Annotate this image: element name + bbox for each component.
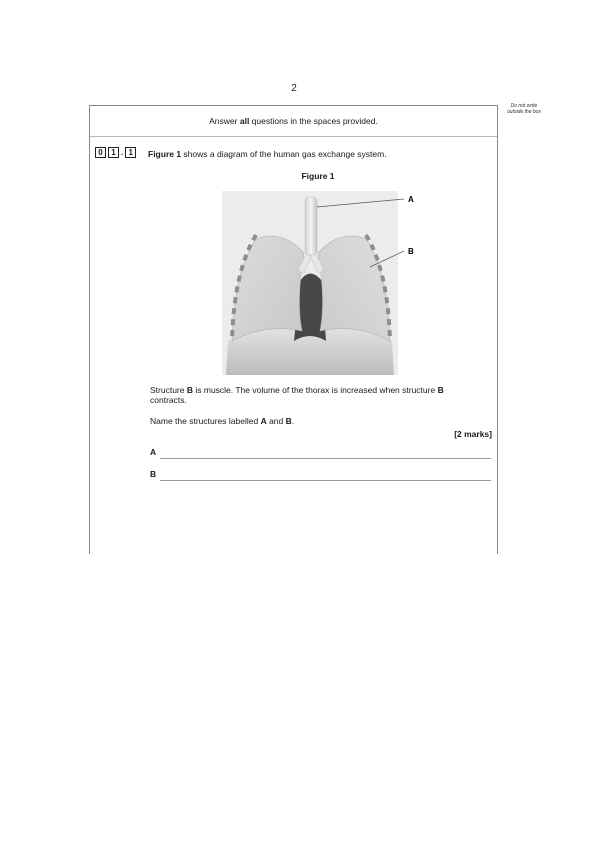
figure-title: Figure 1	[301, 171, 335, 181]
answer-line-b[interactable]	[160, 480, 491, 481]
question-context: Structure B is muscle. The volume of the thorax is increased when structure B contracts.	[150, 385, 444, 405]
question-part-box: 1	[125, 147, 136, 158]
question-number-separator: .	[121, 148, 124, 157]
answer-line-a[interactable]	[160, 458, 491, 459]
question-number-box: 1	[108, 147, 119, 158]
label-b: B	[408, 247, 414, 256]
page-number: 2	[291, 83, 297, 94]
question-number	[95, 147, 138, 158]
answer-label-a: A	[150, 447, 157, 457]
question-prompt: Name the structures labelled A and B.	[150, 416, 295, 426]
answer-label-b: B	[150, 469, 157, 479]
question-stem: Figure 1 shows a diagram of the human gas exchange system.	[148, 149, 387, 159]
instruction-divider	[89, 136, 498, 137]
answer-box-top-border	[89, 105, 498, 106]
gas-exchange-diagram	[222, 191, 420, 375]
marks-label: [2 marks]	[454, 429, 492, 439]
label-a: A	[408, 195, 414, 204]
trachea	[305, 197, 317, 255]
question-number-box: 0	[95, 147, 106, 158]
instruction-text: Answer all questions in the spaces provided.	[209, 116, 378, 126]
margin-note: Do not write outside the box	[507, 103, 541, 115]
